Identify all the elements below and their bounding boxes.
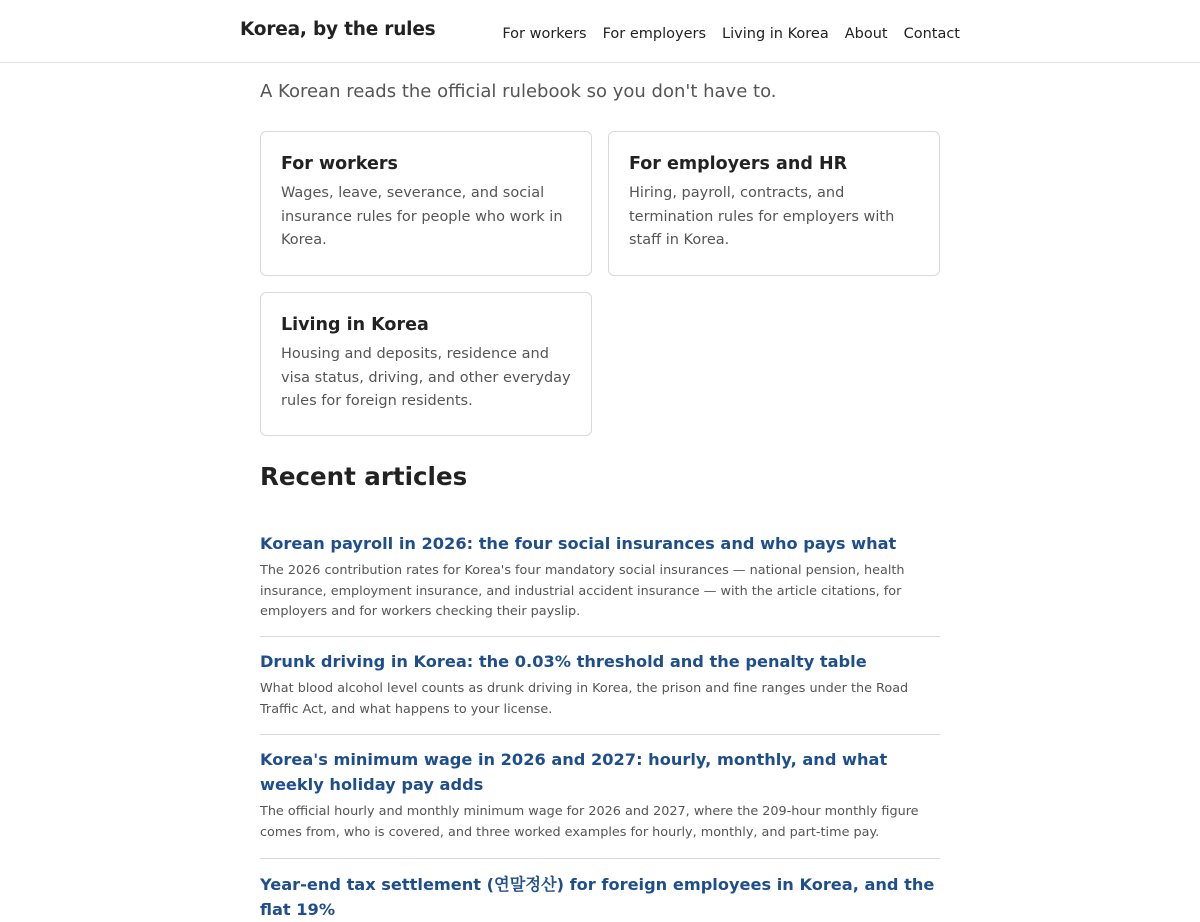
main-nav <box>502 23 960 42</box>
nav-link-contact[interactable]: Contact <box>903 26 960 42</box>
article-list-item <box>260 859 940 922</box>
category-card-description: Housing and deposits, residence and visa status, driving, and other everyday rules for foreign residents. <box>281 346 571 409</box>
recent-articles-heading: Recent articles <box>260 462 468 491</box>
category-card-description: Wages, leave, severance, and social insurance rules for people who work in Korea. <box>281 185 563 248</box>
category-card-workers[interactable] <box>260 131 592 276</box>
site-tagline: A Korean reads the official rulebook so you don't have to. <box>260 81 777 102</box>
nav-item-employers <box>603 23 706 42</box>
nav-item-about <box>845 23 888 42</box>
article-summary: The official hourly and monthly minimum wage for 2026 and 2027, where the 209-hour monthly figure comes from, who is covered, and three worked examples for hourly, monthly, and part-time pay. <box>260 804 919 840</box>
category-card-living[interactable] <box>260 292 592 436</box>
nav-link-employers[interactable]: For employers <box>602 26 707 42</box>
article-list-item <box>260 637 940 735</box>
article-summary: What blood alcohol level counts as drunk driving in Korea, the prison and fine ranges under the Road Traffic Act, and what happens to your license. <box>260 681 909 717</box>
category-card-title: For employers and HR <box>629 154 848 174</box>
article-title-link[interactable]: Korean payroll in 2026: the four social insurances and who pays what <box>260 534 897 553</box>
nav-link-living[interactable]: Living in Korea <box>722 26 829 42</box>
site-header <box>0 0 1200 63</box>
article-title-link[interactable]: Korea's minimum wage in 2026 and 2027: hourly, monthly, and what weekly holiday pay adds <box>260 750 888 794</box>
article-list-item <box>260 530 940 637</box>
nav-item-contact <box>904 23 960 42</box>
site-brand-link[interactable]: Korea, by the rules <box>240 19 436 40</box>
nav-link-workers[interactable]: For workers <box>502 26 587 42</box>
article-title-link[interactable]: Year-end tax settlement (연말정산) for foreign employees in Korea, and the flat 19% <box>260 875 935 919</box>
nav-item-workers <box>502 23 586 42</box>
category-card-employers[interactable] <box>608 131 940 276</box>
category-card-title: For workers <box>281 154 398 174</box>
category-card-description: Hiring, payroll, contracts, and termination rules for employers with staff in Korea. <box>629 185 895 248</box>
article-title-link[interactable]: Drunk driving in Korea: the 0.03% threshold and the penalty table <box>260 652 867 671</box>
nav-link-about[interactable]: About <box>844 26 888 42</box>
nav-item-living <box>722 23 829 42</box>
article-list-item <box>260 735 940 859</box>
article-summary: The 2026 contribution rates for Korea's four mandatory social insurances — national pension, health insurance, employment insurance, and industrial accident insurance — with the article citations, for employers and for workers checking their payslip. <box>260 563 905 619</box>
category-card-title: Living in Korea <box>281 315 429 335</box>
recent-articles-list <box>260 530 940 922</box>
